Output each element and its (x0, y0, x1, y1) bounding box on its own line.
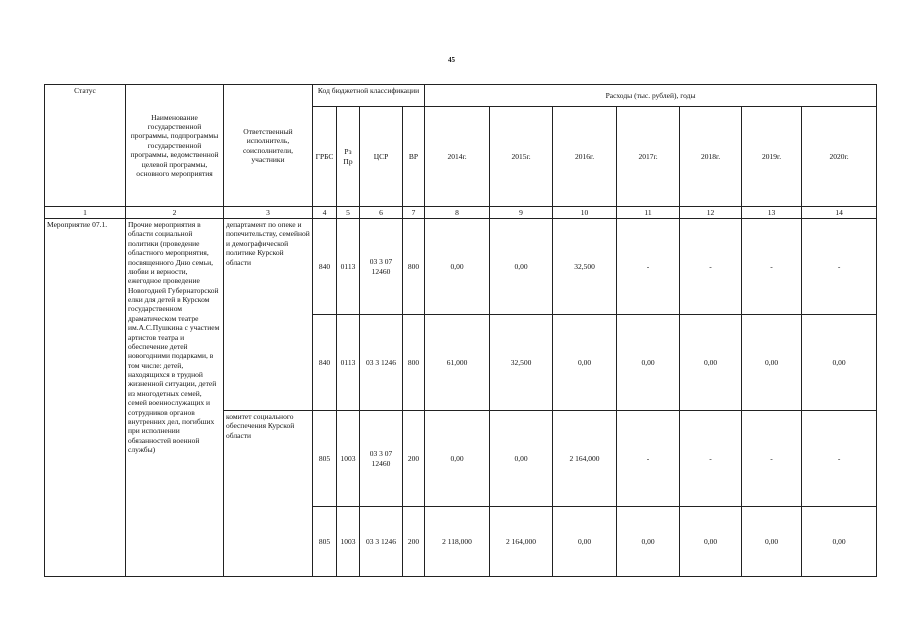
value-cell: 0,00 (490, 411, 553, 507)
value-cell: 2 164,000 (553, 411, 617, 507)
header-year: 2014г. (425, 107, 490, 207)
header-status: Статус (45, 85, 126, 207)
header-vr: ВР (403, 107, 425, 207)
value-cell: 32,500 (490, 315, 553, 411)
column-number: 13 (742, 207, 802, 219)
grbs-cell: 805 (313, 411, 337, 507)
value-cell: - (802, 411, 877, 507)
column-number: 7 (403, 207, 425, 219)
csr-cell: 03 3 07 12460 (360, 411, 403, 507)
vr-cell: 800 (403, 315, 425, 411)
column-number: 12 (680, 207, 742, 219)
value-cell: 0,00 (802, 507, 877, 577)
value-cell: 32,500 (553, 219, 617, 315)
header-year: 2020г. (802, 107, 877, 207)
column-number: 1 (45, 207, 126, 219)
header-year: 2017г. (617, 107, 680, 207)
header-budget-code: Код бюджетной классификации (313, 85, 425, 107)
value-cell: - (617, 411, 680, 507)
value-cell: - (742, 219, 802, 315)
csr-cell: 03 3 07 12460 (360, 219, 403, 315)
grbs-cell: 805 (313, 507, 337, 577)
rzpr-cell: 1003 (337, 411, 360, 507)
executor-cell: комитет социального обеспечения Курской области (224, 411, 313, 577)
header-year: 2018г. (680, 107, 742, 207)
column-number: 10 (553, 207, 617, 219)
budget-table (44, 84, 877, 577)
header-year: 2016г. (553, 107, 617, 207)
vr-cell: 200 (403, 507, 425, 577)
value-cell: 0,00 (425, 411, 490, 507)
rzpr-cell: 0113 (337, 219, 360, 315)
header-csr: ЦСР (360, 107, 403, 207)
value-cell: 0,00 (617, 315, 680, 411)
value-cell: - (680, 411, 742, 507)
csr-cell: 03 3 1246 (360, 315, 403, 411)
value-cell: 0,00 (553, 315, 617, 411)
description-cell: Прочие мероприятия в области социальной политики (проведение областного мероприятия, посвященного Дню семьи, любви и верности, ежегодное проведение Новогодней Губернаторской елки для детей в Курском государственном драматическом театре им.А.С.Пушкина с участием артистов театра и обеспечение детей новогодними подарками, в том числе: детей, находящихся в трудной жизненной ситуации, детей из многодетных семей, семей военнослужащих и сотрудников органов внутренних дел, погибших при исполнении обязанностей военной службы) (126, 219, 224, 577)
value-cell: 0,00 (680, 315, 742, 411)
executor-cell: департамент по опеке и попечительству, семейной и демографической политике Курской области (224, 219, 313, 411)
value-cell: - (680, 219, 742, 315)
value-cell: 0,00 (617, 507, 680, 577)
column-number: 2 (126, 207, 224, 219)
value-cell: - (742, 411, 802, 507)
value-cell: 2 164,000 (490, 507, 553, 577)
value-cell: - (617, 219, 680, 315)
value-cell: 0,00 (680, 507, 742, 577)
column-number: 5 (337, 207, 360, 219)
value-cell: 0,00 (490, 219, 553, 315)
page-number: 45 (448, 56, 455, 64)
column-number: 14 (802, 207, 877, 219)
column-number: 4 (313, 207, 337, 219)
vr-cell: 800 (403, 219, 425, 315)
column-number: 6 (360, 207, 403, 219)
value-cell: 0,00 (742, 315, 802, 411)
header-executor: Ответственный исполнитель, соисполнители, участники (224, 85, 313, 207)
value-cell: 0,00 (802, 315, 877, 411)
vr-cell: 200 (403, 411, 425, 507)
header-year: 2019г. (742, 107, 802, 207)
rzpr-cell: 0113 (337, 315, 360, 411)
header-name: Наименование государственной программы, подпрограммы государственной программы, ведомственной целевой программы, основного мероприятия (126, 85, 224, 207)
header-rzpr: Рз Пр (337, 107, 360, 207)
value-cell: 2 118,000 (425, 507, 490, 577)
header-year: 2015г. (490, 107, 553, 207)
status-cell: Мероприятие 07.1. (45, 219, 126, 577)
header-expenses: Расходы (тыс. рублей), годы (425, 85, 877, 107)
column-number: 11 (617, 207, 680, 219)
column-number: 8 (425, 207, 490, 219)
value-cell: - (802, 219, 877, 315)
column-number: 9 (490, 207, 553, 219)
value-cell: 0,00 (553, 507, 617, 577)
table-row (45, 219, 877, 315)
grbs-cell: 840 (313, 315, 337, 411)
csr-cell: 03 3 1246 (360, 507, 403, 577)
rzpr-cell: 1003 (337, 507, 360, 577)
header-grbs: ГРБС (313, 107, 337, 207)
value-cell: 0,00 (742, 507, 802, 577)
value-cell: 61,000 (425, 315, 490, 411)
column-number: 3 (224, 207, 313, 219)
grbs-cell: 840 (313, 219, 337, 315)
value-cell: 0,00 (425, 219, 490, 315)
